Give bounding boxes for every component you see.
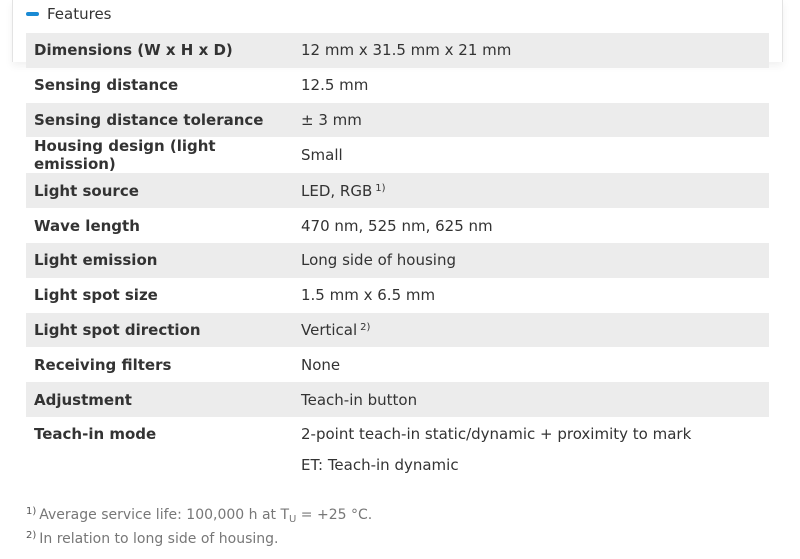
spec-value: Long side of housing bbox=[301, 243, 769, 278]
spec-value: Small bbox=[301, 146, 343, 165]
table-row bbox=[26, 33, 769, 68]
spec-value: ± 3 mm bbox=[301, 103, 769, 138]
table-row bbox=[26, 243, 769, 278]
footnote-text: In relation to long side of housing. bbox=[39, 531, 279, 547]
table-row bbox=[26, 103, 769, 138]
specifications-table bbox=[26, 33, 769, 487]
table-row bbox=[26, 347, 769, 382]
footnote-text-end: = +25 °C. bbox=[296, 507, 373, 523]
footnote-marker: 2) bbox=[26, 530, 37, 541]
spec-value: None bbox=[301, 355, 341, 374]
footnotes bbox=[26, 500, 372, 548]
spec-label: Sensing distance bbox=[34, 76, 179, 95]
table-row bbox=[26, 68, 769, 103]
spec-label bbox=[26, 417, 301, 487]
spec-label: Receiving filters bbox=[34, 355, 172, 374]
features-section-header[interactable] bbox=[26, 0, 112, 28]
spec-value: 1.5 mm x 6.5 mm bbox=[301, 286, 436, 305]
spec-value: LED, RGB bbox=[301, 181, 373, 200]
table-row bbox=[26, 313, 769, 348]
footnote-text: Average service life: 100,000 h at T bbox=[39, 507, 290, 523]
spec-value-cell bbox=[301, 173, 769, 208]
spec-label: Light spot size bbox=[34, 286, 158, 305]
minus-icon[interactable] bbox=[26, 12, 39, 16]
footnote-2 bbox=[26, 524, 372, 548]
footnote-1 bbox=[26, 500, 372, 524]
spec-label: Adjustment bbox=[26, 382, 301, 417]
spec-value: 12.5 mm bbox=[301, 76, 369, 95]
spec-value: 470 nm, 525 nm, 625 nm bbox=[301, 216, 493, 235]
footnote-marker: 1) bbox=[375, 182, 386, 194]
section-title: Features bbox=[47, 5, 112, 23]
footnote-marker: 2) bbox=[360, 321, 371, 333]
spec-label: Sensing distance tolerance bbox=[26, 103, 301, 138]
table-row bbox=[26, 278, 769, 313]
table-row bbox=[26, 137, 769, 173]
spec-label: Dimensions (W x H x D) bbox=[26, 33, 301, 68]
table-row bbox=[26, 417, 769, 487]
spec-label-text: Teach-in mode bbox=[34, 424, 157, 443]
spec-label: Light source bbox=[26, 173, 301, 208]
spec-value-cell bbox=[301, 417, 769, 487]
spec-value: Vertical bbox=[301, 320, 358, 339]
spec-value-secondary: ET: Teach-in dynamic bbox=[301, 455, 459, 474]
table-row bbox=[26, 208, 769, 243]
table-row bbox=[26, 173, 769, 208]
spec-label: Housing design (light emission) bbox=[34, 137, 216, 174]
spec-label: Light emission bbox=[26, 243, 301, 278]
spec-value-cell bbox=[301, 313, 769, 348]
table-row bbox=[26, 382, 769, 417]
footnote-marker: 1) bbox=[26, 506, 37, 517]
spec-label: Light spot direction bbox=[26, 313, 301, 348]
footnote-subscript: U bbox=[289, 514, 297, 525]
spec-value: 2-point teach-in static/dynamic + proximity to mark bbox=[301, 424, 692, 443]
spec-value: 12 mm x 31.5 mm x 21 mm bbox=[301, 33, 769, 68]
spec-value: Teach-in button bbox=[301, 382, 769, 417]
spec-label: Wave length bbox=[34, 216, 140, 235]
